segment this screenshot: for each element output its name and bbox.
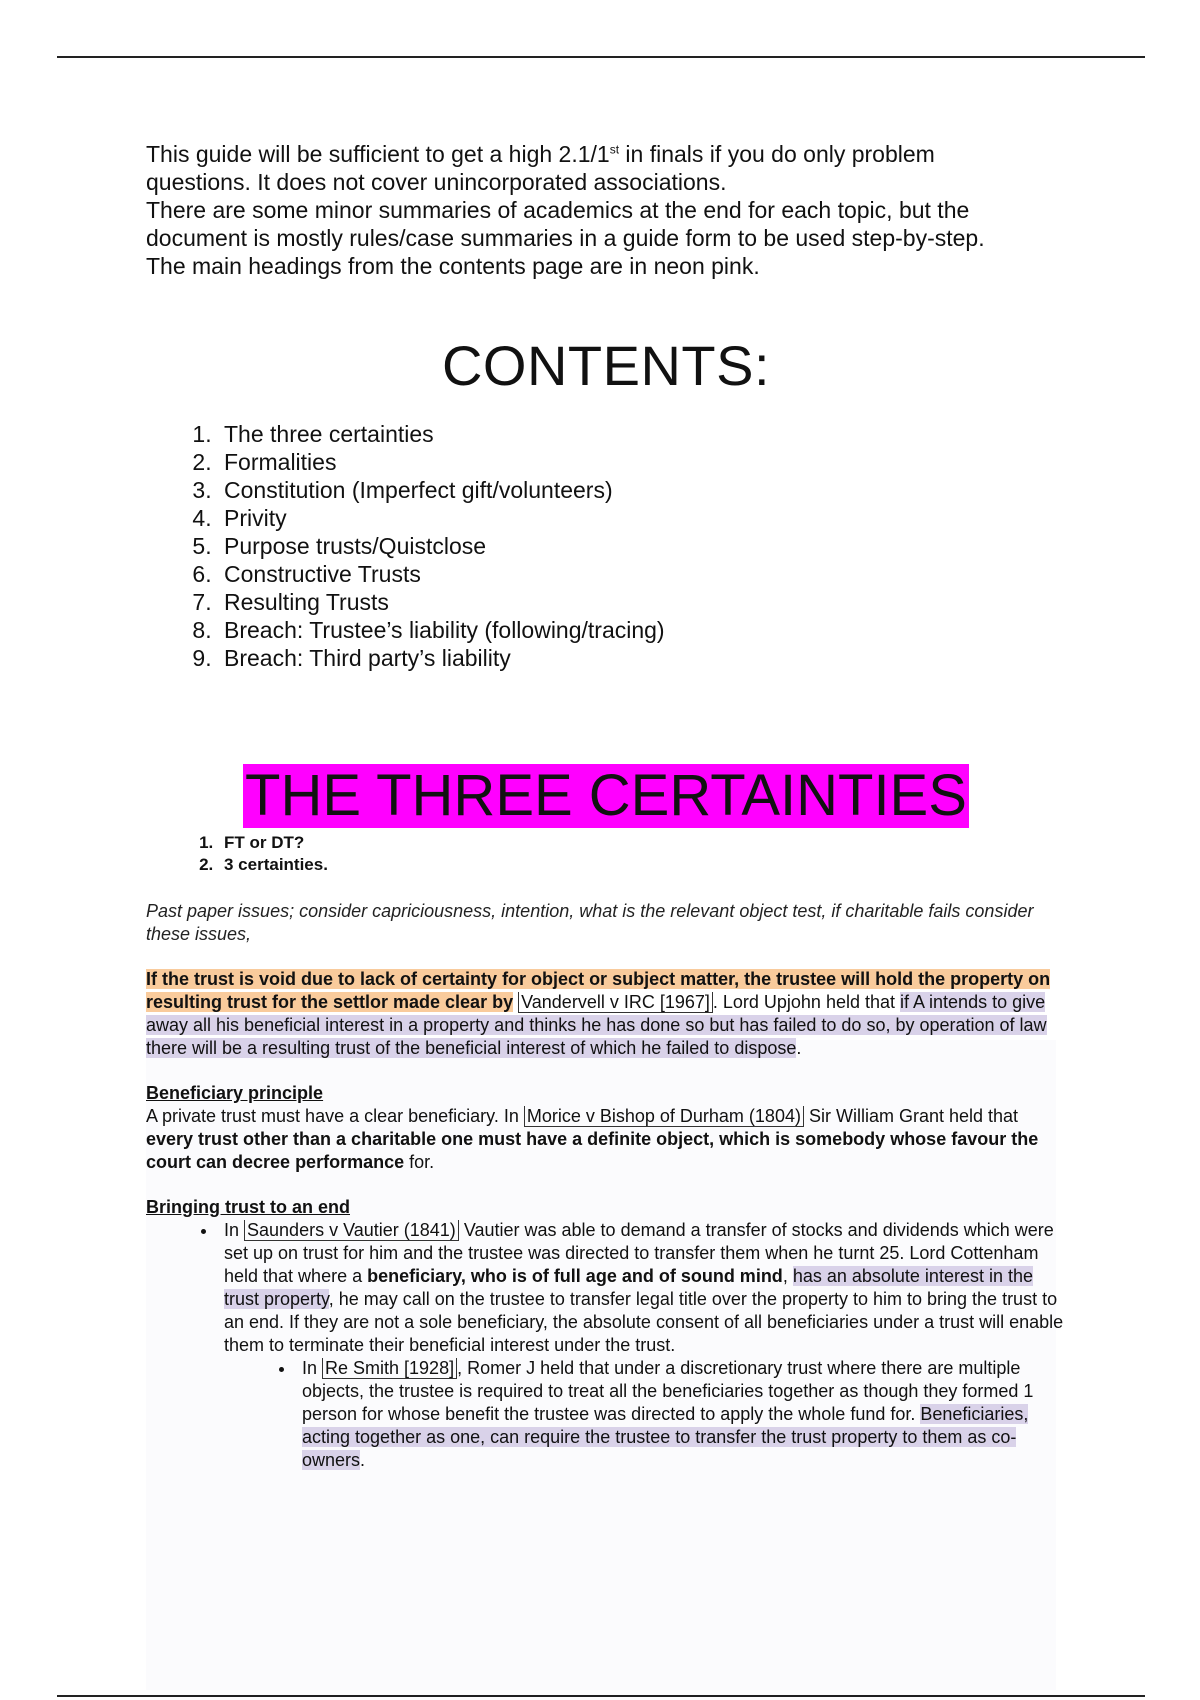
- top-rule: [57, 56, 1145, 58]
- intro-line-3: There are some minor summaries of academics at the end for each topic, but the: [146, 197, 970, 223]
- contents-item: 8. Breach: Trustee’s liability (following/tracing): [218, 616, 1066, 644]
- past-paper-note: Past paper issues; consider capriciousness, intention, what is the relevant object test, if charitable fails consider these issues,: [146, 901, 1034, 944]
- intro-line-4: document is mostly rules/case summaries in a guide form to be used step-by-step.: [146, 225, 985, 251]
- ending-trust-heading: Bringing trust to an end: [146, 1197, 350, 1217]
- document-page: [146, 140, 1066, 1472]
- step-item: 2. 3 certainties.: [218, 854, 1066, 876]
- case-citation: Morice v Bishop of Durham (1804): [524, 1106, 804, 1127]
- section-heading: [146, 764, 1066, 828]
- void-trust-paragraph: If the trust is void due to lack of certainty for object or subject matter, the trustee will hold the property on resulting trust for the settlor made clear by Vandervell v IRC [1967] . Lord Upjohn held that if A intends to give away all his beneficial interest in a property and thinks he has done so but has failed to do so, by operation of law there will be a resulting trust of the beneficial interest of which he failed to dispose.: [146, 969, 1051, 1058]
- purple-highlight: Beneficiaries, acting together as one, can require the trustee to transfer the trust property to them as co-owners: [302, 1404, 1029, 1470]
- contents-item: 9. Breach: Third party’s liability: [218, 644, 1066, 672]
- contents-item: 3. Constitution (Imperfect gift/volunteers): [218, 476, 1066, 504]
- purple-highlight: has an absolute interest in the trust property: [224, 1266, 1033, 1309]
- case-citation: Saunders v Vautier (1841): [244, 1220, 459, 1241]
- sub-bullet-item: • In Re Smith [1928] , Romer J held that under a discretionary trust where there are multiple objects, the trustee is required to treat all the beneficiaries together as though they formed 1 person for whose benefit the trustee was directed to apply the whole fund for. Beneficiaries, acting together as one, can require the trustee to transfer the trust property to them as co-owners.: [296, 1357, 1066, 1472]
- beneficiary-principle-paragraph: A private trust must have a clear beneficiary. In Morice v Bishop of Durham (1804) Sir William Grant held that every trust other than a charitable one must have a definite object, which is somebody whose favour the court can decree performance for.: [146, 1106, 1039, 1172]
- contents-item: 7. Resulting Trusts: [218, 588, 1066, 616]
- purple-highlight: if A intends to give away all his beneficial interest in a property and thinks he has done so but has failed to do so, by operation of law there will be a resulting trust of the beneficial interest of which he failed to dispose: [146, 992, 1047, 1058]
- case-citation: Re Smith [1928]: [322, 1358, 457, 1379]
- beneficiary-principle-heading: Beneficiary principle: [146, 1083, 324, 1103]
- step-item: 1. FT or DT?: [218, 832, 1066, 854]
- steps-list: [146, 832, 1066, 876]
- contents-item: 6. Constructive Trusts: [218, 560, 1066, 588]
- intro-line-2: questions. It does not cover unincorporated associations.: [146, 169, 727, 195]
- intro-paragraph: [146, 140, 1066, 280]
- bold-rule: every trust other than a charitable one must have a definite object, which is somebody whose favour the court can decree performance: [146, 1129, 1039, 1172]
- case-citation: Vandervell v IRC [1967]: [518, 992, 713, 1013]
- bullet-item: • In Saunders v Vautier (1841) Vautier was able to demand a transfer of stocks and dividends which were set up on trust for him and the trustee was directed to transfer them when he turnt 25. Lord Cottenham held that where a beneficiary, who is of full age and of sound mind, has an absolute interest in the trust property, he may call on the trustee to transfer legal title over the property to him to bring the trust to an end. If they are not a sole beneficiary, the absolute consent of all beneficiaries under a trust will enable them to terminate their beneficial interest under the trust. • In Re Smith [1928] , Romer J held that under a discretionary trust where there are multiple objects, the trustee is required to treat all the beneficiaries together as though they formed 1 person for whose benefit the trustee was directed to apply the whole fund for. Beneficiaries, acting together as one, can require the trustee to transfer the trust property to them as co-owners.: [218, 1219, 1066, 1472]
- contents-title: CONTENTS:: [441, 334, 771, 397]
- ending-trust-bullets: [146, 1219, 1066, 1472]
- contents-list: [146, 420, 1066, 672]
- contents-item: 1. The three certainties: [218, 420, 1066, 448]
- contents-item: 5. Purpose trusts/Quistclose: [218, 532, 1066, 560]
- contents-item: 4. Privity: [218, 504, 1066, 532]
- intro-line-5: The main headings from the contents page are in neon pink.: [146, 253, 760, 279]
- bottom-rule: [57, 1695, 1145, 1697]
- intro-line-1: This guide will be sufficient to get a high 2.1/1st in finals if you do only problem: [146, 141, 935, 167]
- contents-item: 2. Formalities: [218, 448, 1066, 476]
- void-rule-highlight: If the trust is void due to lack of certainty for object or subject matter, the trustee will hold the property on resulting trust for the settlor made clear by: [146, 969, 1051, 1012]
- section-heading-text: THE THREE CERTAINTIES: [245, 763, 967, 828]
